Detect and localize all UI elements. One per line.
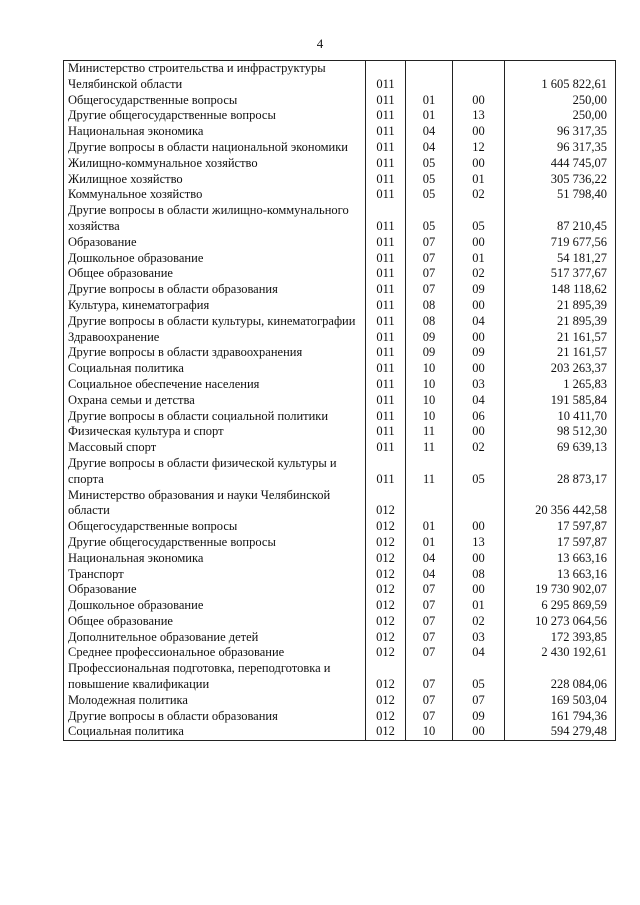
ministry-code: 011 [366, 140, 406, 156]
subsection-code: 06 [453, 409, 505, 425]
table-row [64, 377, 616, 393]
table-row [64, 598, 616, 614]
amount: 21 895,39 [505, 298, 616, 314]
section-code: 08 [406, 298, 453, 314]
section-code: 07 [406, 282, 453, 298]
amount: 13 663,16 [505, 551, 616, 567]
amount: 10 411,70 [505, 409, 616, 425]
section-code: 01 [406, 108, 453, 124]
section-code: 05 [406, 172, 453, 188]
expense-name: Министерство образования и науки Челябинской области [64, 488, 366, 520]
expense-name: Национальная экономика [64, 124, 366, 140]
ministry-code: 011 [366, 298, 406, 314]
expense-name: Общее образование [64, 266, 366, 282]
ministry-code: 011 [366, 409, 406, 425]
amount: 21 161,57 [505, 330, 616, 346]
amount: 594 279,48 [505, 724, 616, 740]
table-row [64, 535, 616, 551]
expense-name: Социальная политика [64, 361, 366, 377]
subsection-code: 00 [453, 93, 505, 109]
subsection-code: 00 [453, 551, 505, 567]
table-row [64, 709, 616, 725]
table-row [64, 61, 616, 93]
table-row [64, 456, 616, 488]
subsection-code: 05 [453, 661, 505, 693]
ministry-code: 011 [366, 424, 406, 440]
table-row [64, 614, 616, 630]
section-code: 05 [406, 187, 453, 203]
section-code: 07 [406, 630, 453, 646]
subsection-code: 05 [453, 203, 505, 235]
amount: 517 377,67 [505, 266, 616, 282]
expense-name: Другие общегосударственные вопросы [64, 108, 366, 124]
expense-name: Дополнительное образование детей [64, 630, 366, 646]
subsection-code: 00 [453, 156, 505, 172]
section-code: 07 [406, 661, 453, 693]
expense-name: Молодежная политика [64, 693, 366, 709]
ministry-code: 012 [366, 535, 406, 551]
amount: 21 161,57 [505, 345, 616, 361]
subsection-code: 13 [453, 108, 505, 124]
subsection-code: 05 [453, 456, 505, 488]
table-row [64, 235, 616, 251]
table-row [64, 582, 616, 598]
section-code: 01 [406, 519, 453, 535]
subsection-code: 07 [453, 693, 505, 709]
subsection-code: 00 [453, 724, 505, 740]
subsection-code: 02 [453, 614, 505, 630]
section-code: 04 [406, 140, 453, 156]
table-row [64, 330, 616, 346]
ministry-code: 011 [366, 187, 406, 203]
subsection-code: 00 [453, 298, 505, 314]
section-code: 11 [406, 440, 453, 456]
amount: 51 798,40 [505, 187, 616, 203]
ministry-code: 011 [366, 456, 406, 488]
amount: 17 597,87 [505, 535, 616, 551]
section-code: 04 [406, 551, 453, 567]
expense-name: Коммунальное хозяйство [64, 187, 366, 203]
section-code: 05 [406, 156, 453, 172]
subsection-code: 00 [453, 519, 505, 535]
section-code: 04 [406, 567, 453, 583]
subsection-code: 02 [453, 440, 505, 456]
ministry-code: 011 [366, 108, 406, 124]
subsection-code: 13 [453, 535, 505, 551]
subsection-code: 02 [453, 187, 505, 203]
table-row [64, 440, 616, 456]
section-code: 11 [406, 456, 453, 488]
expense-name: Здравоохранение [64, 330, 366, 346]
ministry-code: 011 [366, 61, 406, 93]
subsection-code: 04 [453, 393, 505, 409]
section-code: 07 [406, 693, 453, 709]
subsection-code: 01 [453, 251, 505, 267]
expense-name: Социальная политика [64, 724, 366, 740]
table-row [64, 519, 616, 535]
amount: 6 295 869,59 [505, 598, 616, 614]
table-row [64, 645, 616, 661]
section-code: 07 [406, 645, 453, 661]
budget-table [63, 60, 616, 741]
expense-name: Другие вопросы в области здравоохранения [64, 345, 366, 361]
amount: 21 895,39 [505, 314, 616, 330]
table-row [64, 203, 616, 235]
ministry-code: 011 [366, 203, 406, 235]
table-row [64, 298, 616, 314]
subsection-code: 04 [453, 314, 505, 330]
section-code: 07 [406, 614, 453, 630]
amount: 1 605 822,61 [505, 61, 616, 93]
table-row [64, 424, 616, 440]
subsection-code: 00 [453, 124, 505, 140]
section-code [406, 488, 453, 520]
section-code: 07 [406, 582, 453, 598]
expense-name: Образование [64, 582, 366, 598]
subsection-code: 00 [453, 424, 505, 440]
expense-name: Национальная экономика [64, 551, 366, 567]
table-row [64, 567, 616, 583]
amount: 28 873,17 [505, 456, 616, 488]
amount: 719 677,56 [505, 235, 616, 251]
subsection-code: 12 [453, 140, 505, 156]
ministry-code: 011 [366, 93, 406, 109]
section-code: 10 [406, 393, 453, 409]
ministry-code: 011 [366, 235, 406, 251]
ministry-code: 011 [366, 345, 406, 361]
expense-name: Другие вопросы в области культуры, кинематографии [64, 314, 366, 330]
amount: 1 265,83 [505, 377, 616, 393]
subsection-code: 00 [453, 361, 505, 377]
section-code: 07 [406, 266, 453, 282]
expense-name: Массовый спорт [64, 440, 366, 456]
ministry-code: 011 [366, 266, 406, 282]
amount: 87 210,45 [505, 203, 616, 235]
ministry-code: 012 [366, 582, 406, 598]
subsection-code: 09 [453, 345, 505, 361]
ministry-code: 012 [366, 724, 406, 740]
expense-name: Общегосударственные вопросы [64, 93, 366, 109]
subsection-code: 00 [453, 235, 505, 251]
amount: 305 736,22 [505, 172, 616, 188]
amount: 203 263,37 [505, 361, 616, 377]
table-row [64, 282, 616, 298]
ministry-code: 011 [366, 156, 406, 172]
table-row [64, 409, 616, 425]
ministry-code: 011 [366, 282, 406, 298]
section-code: 01 [406, 93, 453, 109]
expense-name: Общегосударственные вопросы [64, 519, 366, 535]
ministry-code: 011 [366, 377, 406, 393]
amount: 96 317,35 [505, 124, 616, 140]
expense-name: Другие вопросы в области образования [64, 282, 366, 298]
amount: 228 084,06 [505, 661, 616, 693]
ministry-code: 011 [366, 124, 406, 140]
ministry-code: 012 [366, 693, 406, 709]
expense-name: Среднее профессиональное образование [64, 645, 366, 661]
expense-name: Культура, кинематография [64, 298, 366, 314]
subsection-code [453, 61, 505, 93]
expense-name: Другие вопросы в области образования [64, 709, 366, 725]
ministry-code: 012 [366, 614, 406, 630]
expense-name: Другие вопросы в области социальной политики [64, 409, 366, 425]
section-code: 11 [406, 424, 453, 440]
amount: 54 181,27 [505, 251, 616, 267]
section-code: 07 [406, 251, 453, 267]
subsection-code: 00 [453, 582, 505, 598]
table-row [64, 140, 616, 156]
ministry-code: 011 [366, 361, 406, 377]
section-code: 08 [406, 314, 453, 330]
amount: 19 730 902,07 [505, 582, 616, 598]
amount: 96 317,35 [505, 140, 616, 156]
amount: 250,00 [505, 93, 616, 109]
amount: 69 639,13 [505, 440, 616, 456]
table-row [64, 108, 616, 124]
table-row [64, 661, 616, 693]
ministry-code: 012 [366, 567, 406, 583]
section-code: 07 [406, 598, 453, 614]
subsection-code: 09 [453, 709, 505, 725]
section-code: 04 [406, 124, 453, 140]
section-code: 10 [406, 361, 453, 377]
table-row [64, 156, 616, 172]
subsection-code: 00 [453, 330, 505, 346]
ministry-code: 011 [366, 251, 406, 267]
section-code: 07 [406, 235, 453, 251]
subsection-code: 03 [453, 377, 505, 393]
table-row [64, 124, 616, 140]
subsection-code: 02 [453, 266, 505, 282]
expense-name: Другие вопросы в области жилищно-коммунального хозяйства [64, 203, 366, 235]
ministry-code: 012 [366, 661, 406, 693]
amount: 250,00 [505, 108, 616, 124]
expense-name: Другие вопросы в области национальной экономики [64, 140, 366, 156]
section-code: 10 [406, 409, 453, 425]
ministry-code: 011 [366, 440, 406, 456]
ministry-code: 012 [366, 551, 406, 567]
expense-name: Дошкольное образование [64, 598, 366, 614]
section-code: 09 [406, 330, 453, 346]
amount: 169 503,04 [505, 693, 616, 709]
subsection-code: 08 [453, 567, 505, 583]
table-row [64, 693, 616, 709]
ministry-code: 012 [366, 709, 406, 725]
expense-name: Жилищное хозяйство [64, 172, 366, 188]
expense-name: Транспорт [64, 567, 366, 583]
section-code: 07 [406, 709, 453, 725]
amount: 444 745,07 [505, 156, 616, 172]
amount: 161 794,36 [505, 709, 616, 725]
amount: 10 273 064,56 [505, 614, 616, 630]
expense-name: Жилищно-коммунальное хозяйство [64, 156, 366, 172]
section-code: 01 [406, 535, 453, 551]
amount: 17 597,87 [505, 519, 616, 535]
table-row [64, 251, 616, 267]
budget-table-body [64, 61, 616, 741]
table-row [64, 724, 616, 740]
amount: 20 356 442,58 [505, 488, 616, 520]
amount: 191 585,84 [505, 393, 616, 409]
ministry-code: 012 [366, 598, 406, 614]
expense-name: Профессиональная подготовка, переподготовка и повышение квалификации [64, 661, 366, 693]
expense-name: Другие вопросы в области физической культуры и спорта [64, 456, 366, 488]
ministry-code: 011 [366, 393, 406, 409]
section-code: 10 [406, 377, 453, 393]
table-row [64, 266, 616, 282]
ministry-code: 011 [366, 172, 406, 188]
ministry-code: 012 [366, 519, 406, 535]
subsection-code [453, 488, 505, 520]
section-code: 10 [406, 724, 453, 740]
subsection-code: 03 [453, 630, 505, 646]
section-code: 09 [406, 345, 453, 361]
ministry-code: 012 [366, 630, 406, 646]
table-row [64, 361, 616, 377]
ministry-code: 012 [366, 645, 406, 661]
amount: 148 118,62 [505, 282, 616, 298]
amount: 98 512,30 [505, 424, 616, 440]
ministry-code: 012 [366, 488, 406, 520]
table-row [64, 488, 616, 520]
expense-name: Охрана семьи и детства [64, 393, 366, 409]
amount: 13 663,16 [505, 567, 616, 583]
expense-name: Дошкольное образование [64, 251, 366, 267]
expense-name: Общее образование [64, 614, 366, 630]
amount: 2 430 192,61 [505, 645, 616, 661]
ministry-code: 011 [366, 314, 406, 330]
expense-name: Социальное обеспечение населения [64, 377, 366, 393]
section-code: 05 [406, 203, 453, 235]
amount: 172 393,85 [505, 630, 616, 646]
expense-name: Физическая культура и спорт [64, 424, 366, 440]
subsection-code: 09 [453, 282, 505, 298]
expense-name: Министерство строительства и инфраструктуры Челябинской области [64, 61, 366, 93]
table-row [64, 187, 616, 203]
table-row [64, 551, 616, 567]
table-row [64, 345, 616, 361]
expense-name: Образование [64, 235, 366, 251]
subsection-code: 04 [453, 645, 505, 661]
table-row [64, 630, 616, 646]
expense-name: Другие общегосударственные вопросы [64, 535, 366, 551]
table-row [64, 172, 616, 188]
section-code [406, 61, 453, 93]
table-row [64, 393, 616, 409]
subsection-code: 01 [453, 172, 505, 188]
table-row [64, 314, 616, 330]
subsection-code: 01 [453, 598, 505, 614]
page-number: 4 [316, 36, 324, 51]
ministry-code: 011 [366, 330, 406, 346]
table-row [64, 93, 616, 109]
